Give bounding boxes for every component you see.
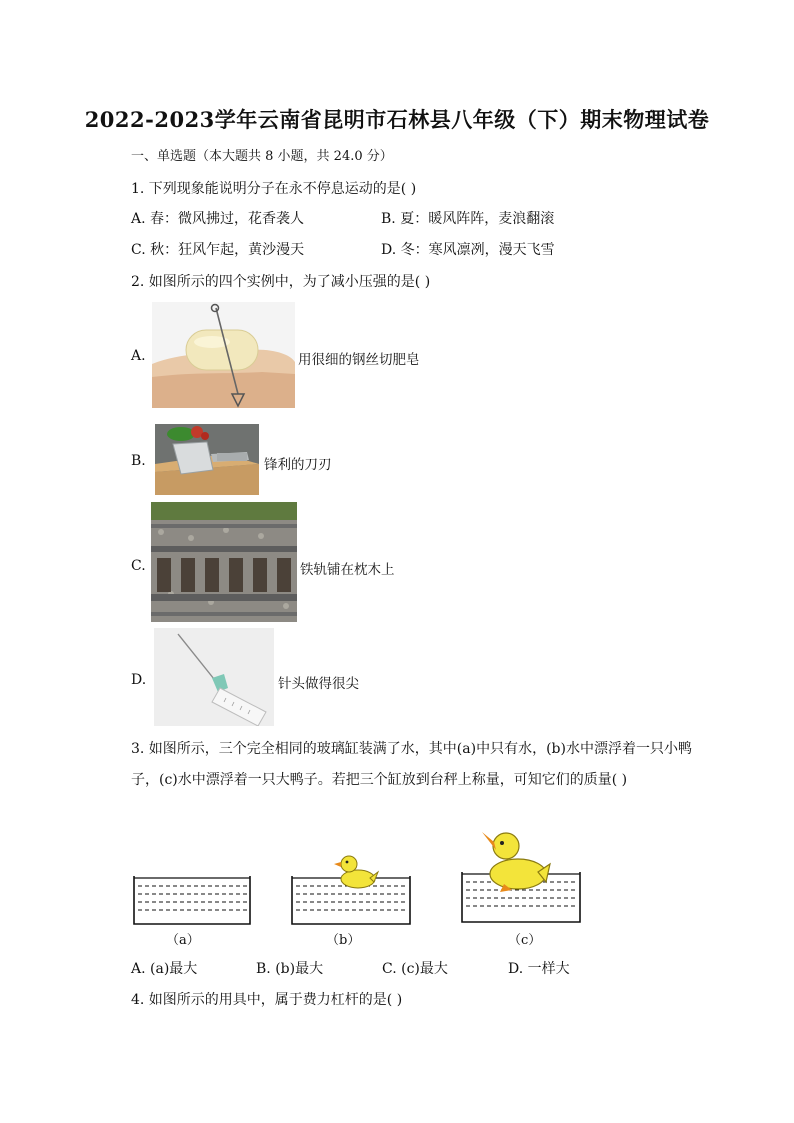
q3-stem-line1: 3. 如图所示，三个完全相同的玻璃缸装满了水，其中(a)中只有水，(b)水中漂浮着一只小鸭: [131, 741, 692, 757]
panel-label-c: （c）: [508, 933, 542, 948]
section-heading: 一、单选题（本大题共 8 小题，共 24.0 分）: [131, 149, 393, 164]
q3-option-b: B. (b)最大: [256, 961, 324, 977]
q2-option-a-text: 用很细的钢丝切肥皂: [298, 352, 420, 368]
q3-option-c: C. (c)最大: [382, 961, 448, 977]
q1-option-d: D. 冬：寒风凛冽，漫天飞雪: [381, 242, 555, 258]
soap-wire-image: [152, 302, 295, 408]
q2-option-a-letter: A.: [131, 348, 146, 364]
q1-option-c: C. 秋：狂风乍起，黄沙漫天: [131, 242, 305, 258]
railway-image: [151, 502, 297, 622]
tank-c: [462, 832, 580, 922]
q1-stem: 1. 下列现象能说明分子在永不停息运动的是( ): [131, 181, 417, 197]
q3-option-a: A. (a)最大: [131, 961, 198, 977]
panel-label-a: （a）: [166, 933, 200, 948]
knife-image: [155, 424, 259, 495]
small-duck-icon: [334, 856, 378, 888]
q2-option-c-text: 铁轨铺在枕木上: [300, 562, 395, 578]
panel-label-b: （b）: [326, 933, 361, 948]
q1-option-a: A. 春：微风拂过，花香袭人: [131, 211, 305, 227]
q2-stem: 2. 如图所示的四个实例中，为了减小压强的是( ): [131, 274, 431, 290]
q3-option-d: D. 一样大: [508, 961, 570, 977]
q2-option-d-text: 针头做得很尖: [278, 676, 359, 692]
q2-option-c-letter: C.: [131, 558, 146, 574]
q2-option-d-letter: D.: [131, 672, 147, 688]
q1-option-b: B. 夏：暖风阵阵，麦浪翻滚: [381, 211, 555, 227]
q4-stem: 4. 如图所示的用具中，属于费力杠杆的是( ): [131, 992, 403, 1008]
tank-b: [292, 856, 410, 924]
page-title: 2022-2023学年云南省昆明市石林县八年级（下）期末物理试卷: [84, 107, 710, 132]
syringe-image: [154, 628, 274, 726]
tank-a: [134, 876, 250, 924]
q2-option-b-text: 锋利的刀刃: [264, 457, 332, 473]
tanks-figure: [120, 826, 600, 930]
big-duck-icon: [482, 832, 550, 892]
q3-stem-line2: 子，(c)水中漂浮着一只大鸭子。若把三个缸放到台秤上称量，可知它们的质量( ): [131, 772, 628, 788]
q2-option-b-letter: B.: [131, 453, 146, 469]
